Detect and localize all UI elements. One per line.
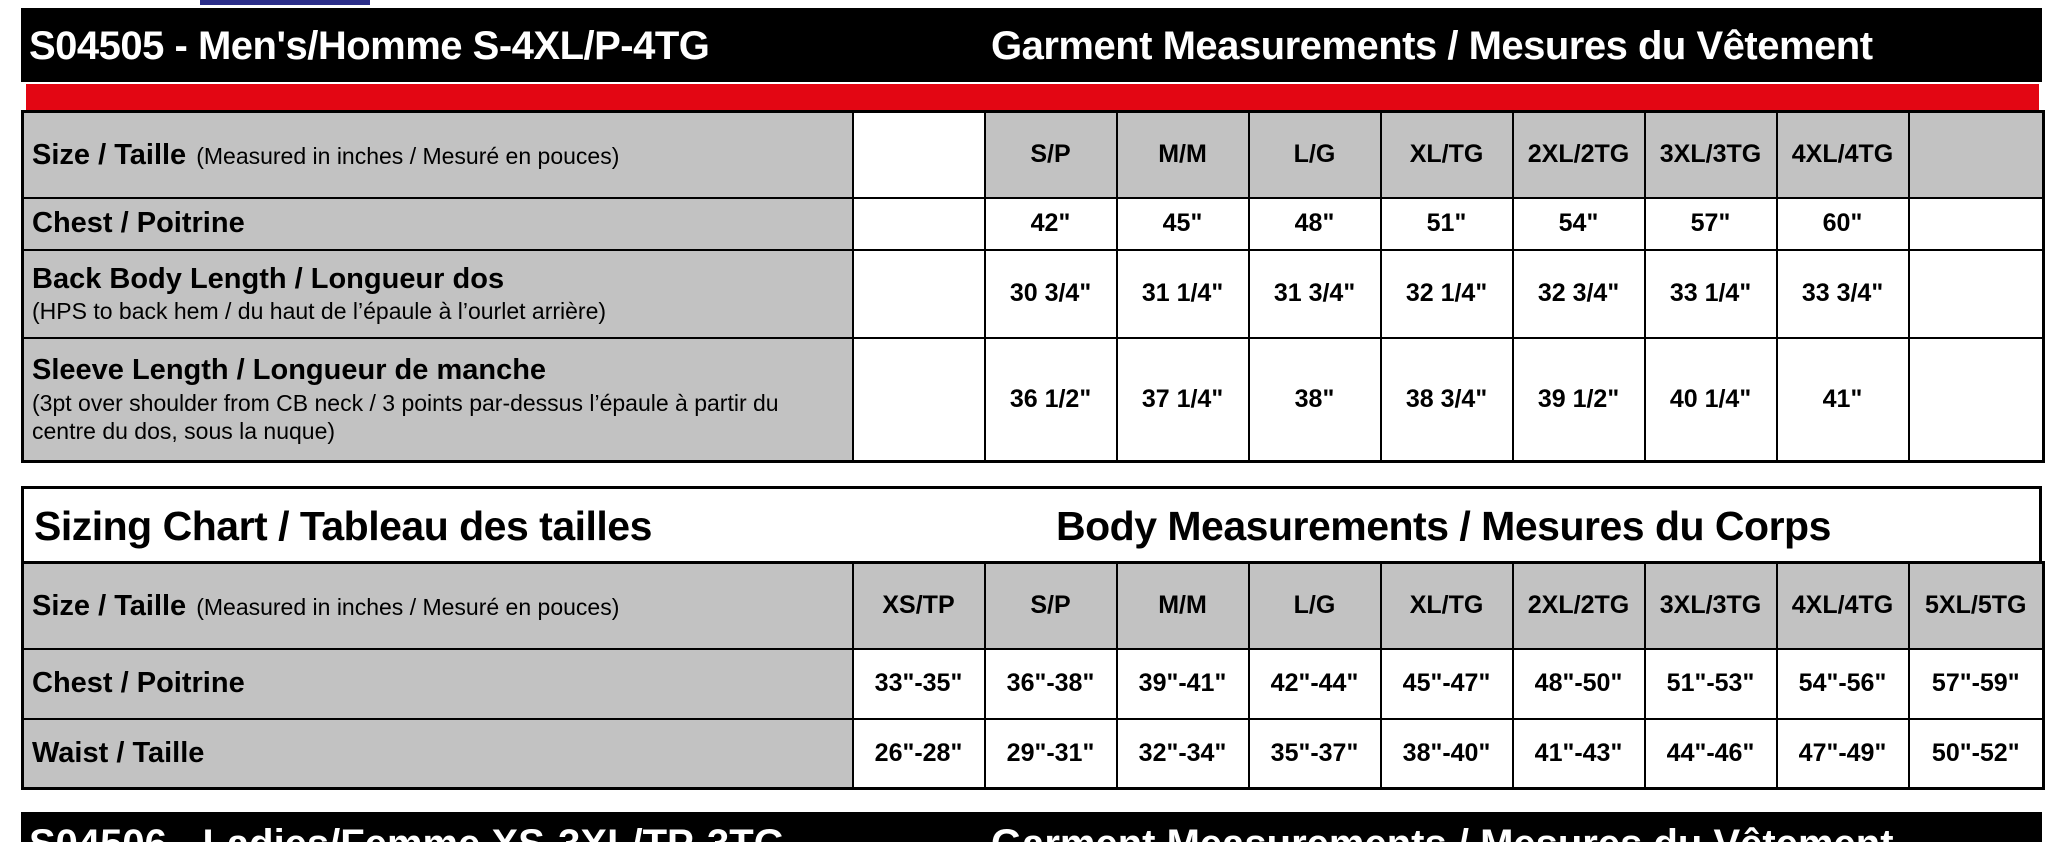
size-label-cell: Size / Taille (Measured in inches / Mesuré en pouces) [23, 112, 853, 198]
red-divider [26, 84, 2039, 110]
table-cell: 51" [1381, 198, 1513, 250]
row-label: Back Body Length / Longueur dos (HPS to back hem / du haut de l’épaule à l’ourlet arrière) [23, 250, 853, 338]
table-cell: 33 1/4" [1645, 250, 1777, 338]
table-cell: 41" [1777, 338, 1909, 462]
table-cell: 48"-50" [1513, 649, 1645, 719]
sizing-chart-title: Sizing Chart / Tableau des tailles [34, 503, 652, 549]
table-cell: 35"-37" [1249, 719, 1381, 789]
garment-measurements-title: Garment Measurements / Mesures du Vêtement [991, 24, 1873, 68]
size-header: XL/TG [1381, 112, 1513, 198]
size-header: M/M [1117, 563, 1249, 649]
body-measurements-title: Body Measurements / Mesures du Corps [1056, 503, 1831, 549]
table-cell: 57"-59" [1909, 649, 2044, 719]
size-header: XS/TP [853, 563, 985, 649]
size-header: 4XL/4TG [1777, 112, 1909, 198]
table-cell: 32"-34" [1117, 719, 1249, 789]
table-cell: 39 1/2" [1513, 338, 1645, 462]
row-label: Chest / Poitrine [23, 198, 853, 250]
table-cell: 31 3/4" [1249, 250, 1381, 338]
table-cell: 38" [1249, 338, 1381, 462]
table-cell: 45"-47" [1381, 649, 1513, 719]
size-header: S/P [985, 112, 1117, 198]
table-cell: 37 1/4" [1117, 338, 1249, 462]
size-header: 2XL/2TG [1513, 563, 1645, 649]
table-cell: 38 3/4" [1381, 338, 1513, 462]
table-cell: 57" [1645, 198, 1777, 250]
table-cell: 45" [1117, 198, 1249, 250]
row-label: Sleeve Length / Longueur de manche (3pt over shoulder from CB neck / 3 points par-dessus l’épaule à partir du centre du dos, sous la nuque) [23, 338, 853, 462]
table-row [23, 198, 2044, 250]
table-cell: 33 3/4" [1777, 250, 1909, 338]
garment-measurements-table [21, 110, 2045, 463]
size-header: 3XL/3TG [1645, 563, 1777, 649]
table-cell: 60" [1777, 198, 1909, 250]
next-measurements-title: Garment Measurements / Mesures du Vêtement [991, 822, 1894, 866]
table-cell: 33"-35" [853, 649, 985, 719]
table-cell: 40 1/4" [1645, 338, 1777, 462]
table-row [23, 649, 2044, 719]
next-product-title: S04506 - Ladies/Femme XS-3XL/TP-3TG [29, 822, 785, 866]
table-cell: 41"-43" [1513, 719, 1645, 789]
table-row [23, 250, 2044, 338]
table-cell: 50"-52" [1909, 719, 2044, 789]
garment-header [21, 8, 2042, 82]
table-row [23, 112, 2044, 198]
table-cell: 26"-28" [853, 719, 985, 789]
row-label: Waist / Taille [23, 719, 853, 789]
table-cell: 39"-41" [1117, 649, 1249, 719]
size-header: XL/TG [1381, 563, 1513, 649]
size-header: 5XL/5TG [1909, 563, 2044, 649]
size-header: M/M [1117, 112, 1249, 198]
size-header: 2XL/2TG [1513, 112, 1645, 198]
size-label-cell: Size / Taille (Measured in inches / Mesuré en pouces) [23, 563, 853, 649]
table-cell: 36 1/2" [985, 338, 1117, 462]
top-accent-bar [200, 0, 370, 5]
size-header: L/G [1249, 563, 1381, 649]
garment-product-title: S04505 - Men's/Homme S-4XL/P-4TG [29, 24, 710, 68]
table-cell: 42"-44" [1249, 649, 1381, 719]
body-measurements-table [21, 561, 2045, 790]
table-cell: 42" [985, 198, 1117, 250]
table-cell: 44"-46" [1645, 719, 1777, 789]
row-label: Chest / Poitrine [23, 649, 853, 719]
table-cell: 54"-56" [1777, 649, 1909, 719]
size-header: 4XL/4TG [1777, 563, 1909, 649]
table-cell: 51"-53" [1645, 649, 1777, 719]
table-cell: 38"-40" [1381, 719, 1513, 789]
table-cell: 32 3/4" [1513, 250, 1645, 338]
size-header: 3XL/3TG [1645, 112, 1777, 198]
table-cell: 29"-31" [985, 719, 1117, 789]
table-row [23, 563, 2044, 649]
next-section-header [21, 812, 2042, 866]
sizing-chart-header [21, 486, 2042, 561]
table-cell: 36"-38" [985, 649, 1117, 719]
table-cell: 48" [1249, 198, 1381, 250]
table-cell: 32 1/4" [1381, 250, 1513, 338]
size-header: S/P [985, 563, 1117, 649]
table-cell: 31 1/4" [1117, 250, 1249, 338]
table-row [23, 338, 2044, 462]
size-header: L/G [1249, 112, 1381, 198]
table-cell: 47"-49" [1777, 719, 1909, 789]
table-row [23, 719, 2044, 789]
table-cell: 30 3/4" [985, 250, 1117, 338]
table-cell: 54" [1513, 198, 1645, 250]
